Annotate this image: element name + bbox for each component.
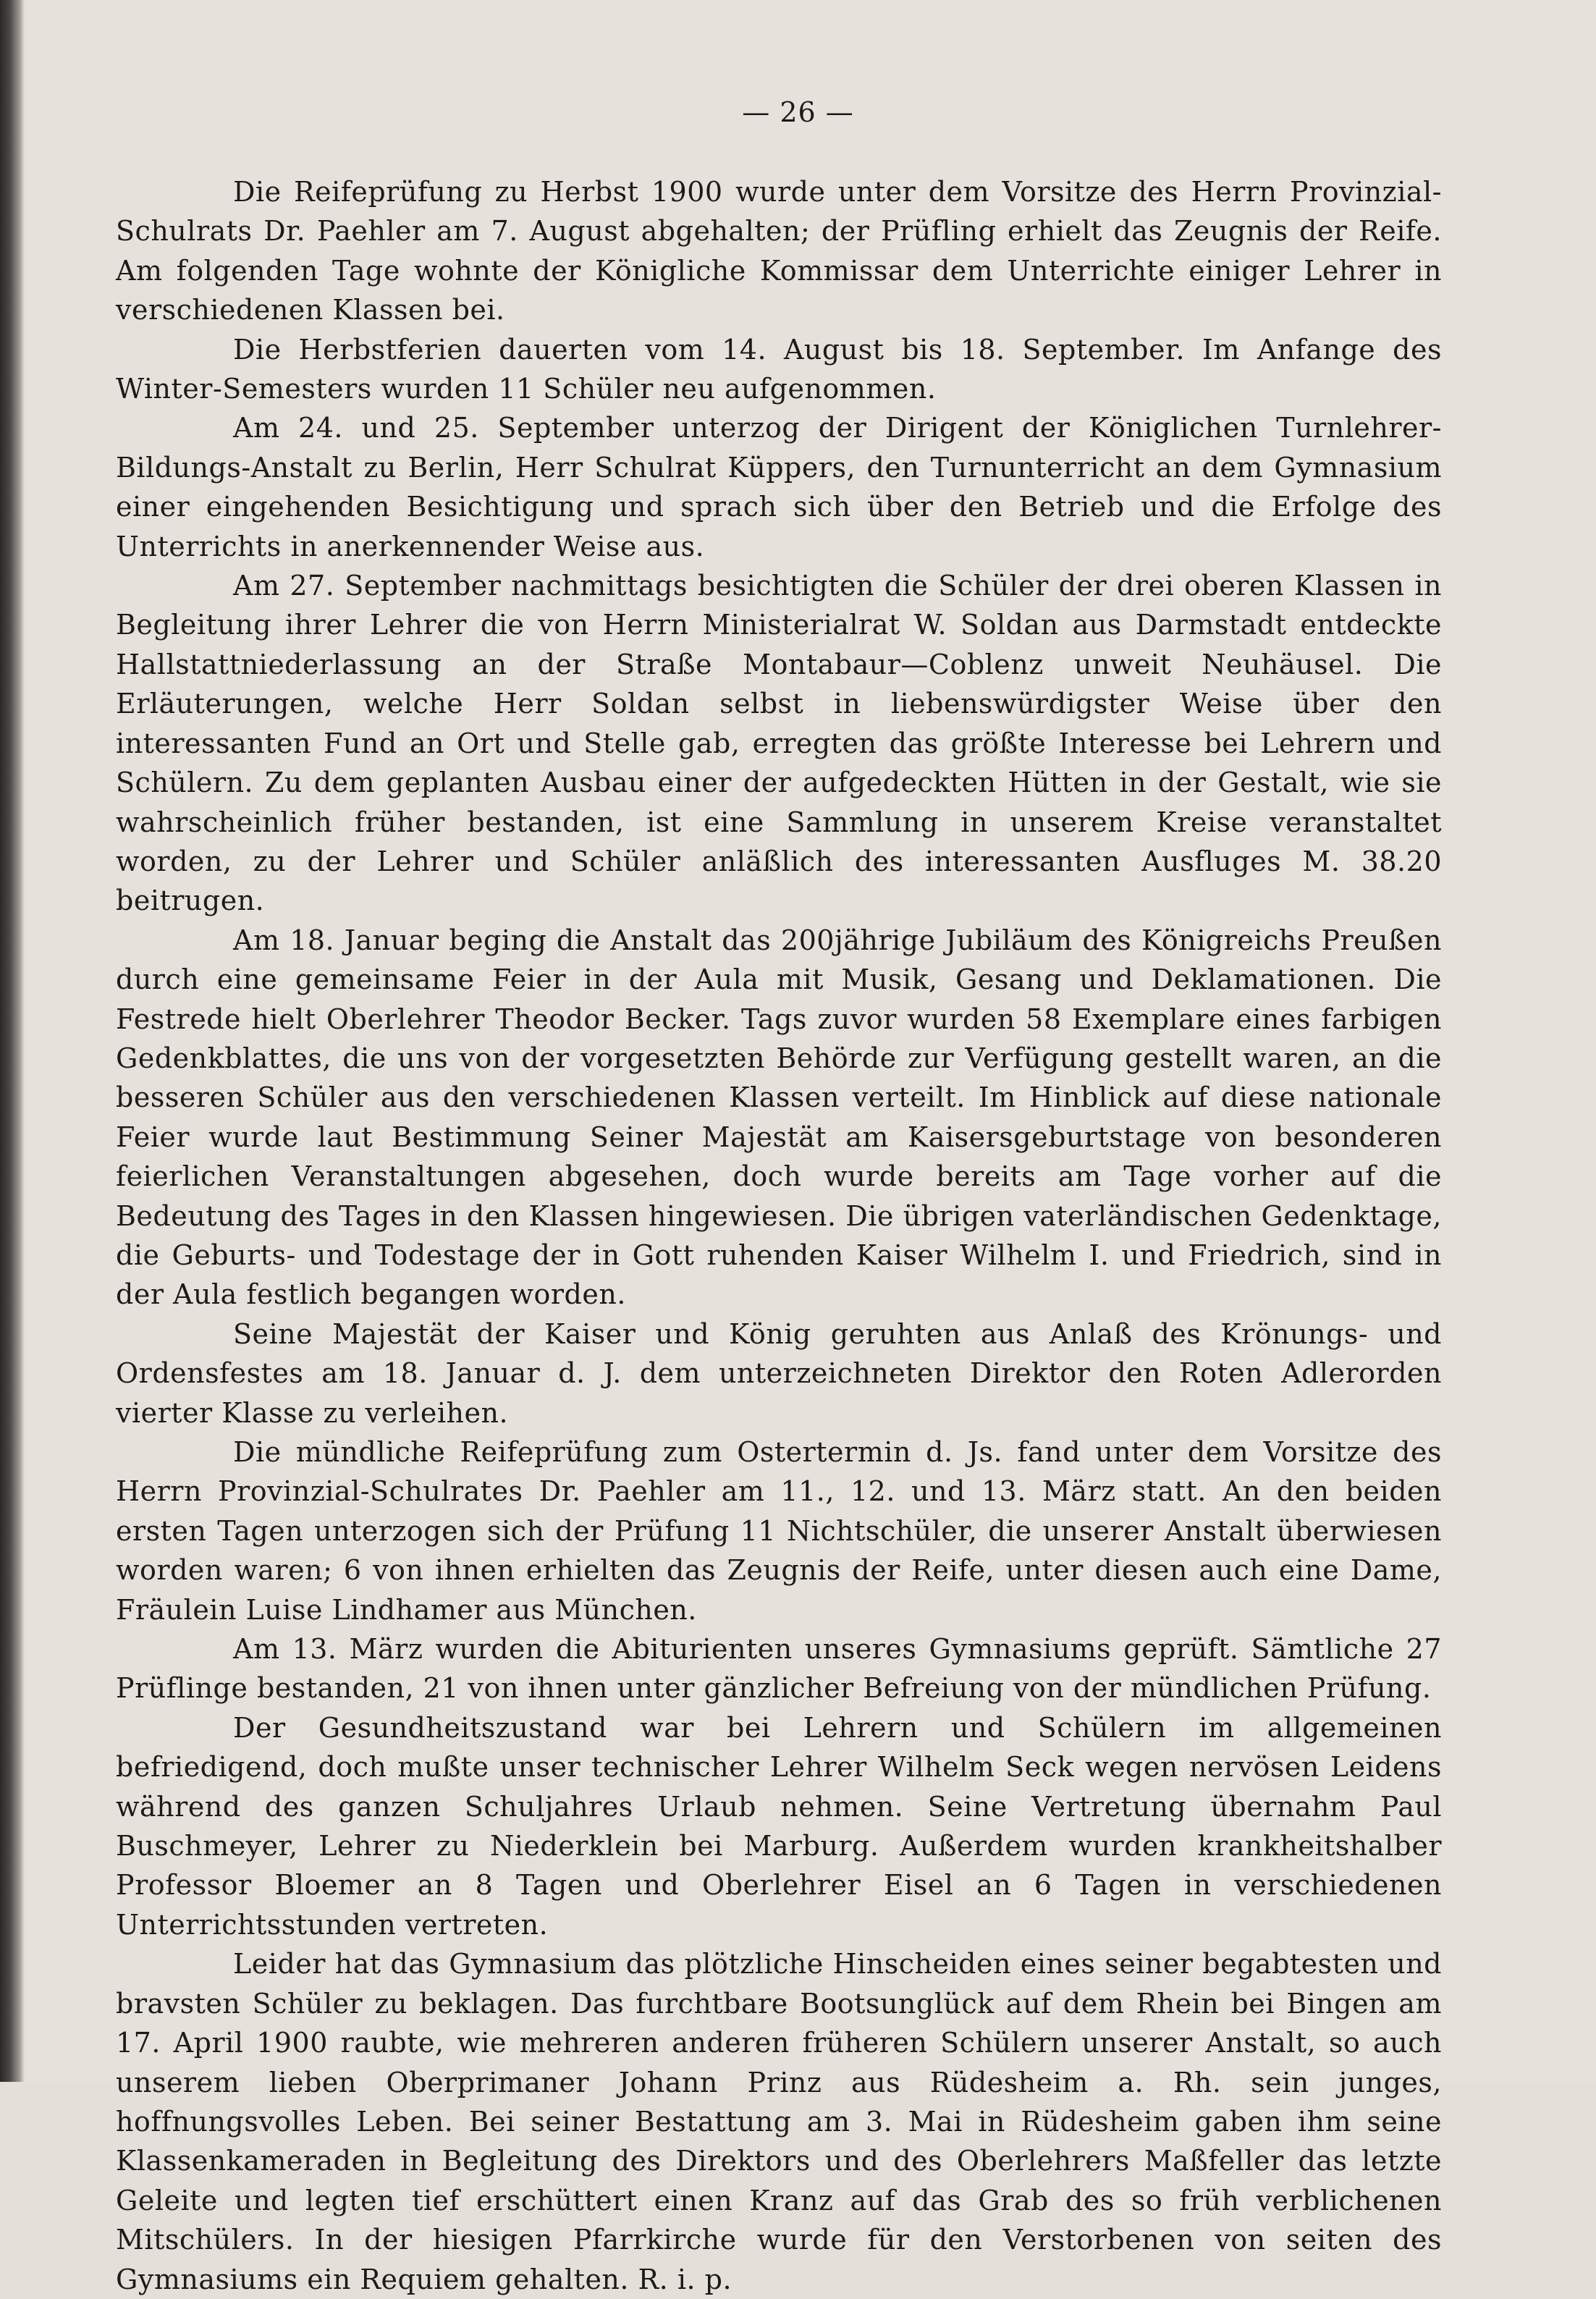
paragraph-adlerorden: Seine Majestät der Kaiser und König geruhten aus Anlaß des Krönungs- und Ordensfestes am 18. Januar d. J. dem unterzeichneten Direktor den Roten Adlerorden vierter Klasse zu verleihen. xyxy=(116,1317,1442,1429)
paragraph-abiturienten: Am 13. März wurden die Abiturienten unseres Gymnasiums geprüft. Sämtliche 27 Prüflinge bestanden, 21 von ihnen unter gänzlicher Befreiung von der mündlichen Prüfung. xyxy=(116,1633,1442,1705)
paragraph-gesundheitszustand: Der Gesundheitszustand war bei Lehrern und Schülern im allgemeinen befriedigend, doch mußte unser technischer Lehrer Wilhelm Seck wegen nervösen Leidens während des ganzen Schuljahres Urlaub nehmen. Seine Vertretung übernahm Paul Buschmeyer, Lehrer zu Niederklein bei Marburg. Außerdem wurden krankheitshalber Professor Bloemer an 8 Tagen und Oberlehrer Eisel an 6 Tagen in verschiedenen Unterrichtsstunden vertreten. xyxy=(116,1711,1442,1941)
paragraph-reifepruefung-herbst: Die Reifeprüfung zu Herbst 1900 wurde unter dem Vorsitze des Herrn Provinzial-Schulrats Dr. Paehler am 7. August abgehalten; der Prüfling erhielt das Zeugnis der Reife. Am folgenden Tage wohnte der Königliche Kommissar dem Unterrichte einiger Lehrer in verschiedenen Klassen bei. xyxy=(116,176,1442,326)
paragraph-hallstattniederlassung: Am 27. September nachmittags besichtigten die Schüler der drei oberen Klassen in Begleitung ihrer Lehrer die von Herrn Ministerialrat W. Soldan aus Darmstadt entdeckte Hallstattniederlassung an der Straße Montabaur—Coblenz unweit Neuhäusel. Die Erläuterungen, welche Herr Soldan selbst in liebenswürdigster Weise über den interessanten Fund an Ort und Stelle gab, erregten das größte Interesse bei Lehrern und Schülern. Zu dem geplanten Ausbau einer der aufgedeckten Hütten in der Gestalt, wie sie wahrscheinlich früher bestanden, ist eine Sammlung in unserem Kreise veranstaltet worden, zu der Lehrer und Schüler anläßlich des interessanten Ausfluges M. 38.20 beitrugen. xyxy=(116,570,1442,917)
book-gutter-shadow xyxy=(0,0,25,2082)
paragraph-reifepruefung-ostern: Die mündliche Reifeprüfung zum Ostertermin d. Js. fand unter dem Vorsitze des Herrn Provinzial-Schulrates Dr. Paehler am 11., 12. und 13. März statt. An den beiden ersten Tagen unterzogen sich der Prüfung 11 Nichtschüler, die unserer Anstalt überwiesen worden waren; 6 von ihnen erhielten das Zeugnis der Reife, unter diesen auch eine Dame, Fräulein Luise Lindhamer aus München. xyxy=(116,1436,1442,1626)
body-text xyxy=(116,172,1442,2299)
paragraph-jubilaeum-preussen: Am 18. Januar beging die Anstalt das 200jährige Jubiläum des Königreichs Preußen durch eine gemeinsame Feier in der Aula mit Musik, Gesang und Deklamationen. Die Festrede hielt Oberlehrer Theodor Becker. Tags zuvor wurden 58 Exemplare eines farbigen Gedenkblattes, die uns von der vorgesetzten Behörde zur Verfügung gestellt waren, an die besseren Schüler aus den verschiedenen Klassen verteilt. Im Hinblick auf diese nationale Feier wurde laut Bestimmung Seiner Majestät am Kaisersgeburtstage von besonderen feierlichen Veranstaltungen abgesehen, doch wurde bereits am Tage vorher auf die Bedeutung des Tages in den Klassen hingewiesen. Die übrigen vaterländischen Gedenktage, die Geburts- und Todestage der in Gott ruhenden Kaiser Wilhelm I. und Friedrich, sind in der Aula festlich begangen worden. xyxy=(116,924,1442,1311)
paragraph-turnunterricht: Am 24. und 25. September unterzog der Dirigent der Königlichen Turnlehrer-Bildungs-Anstalt zu Berlin, Herr Schulrat Küppers, den Turnunterricht an dem Gymnasium einer eingehenden Besichtigung und sprach sich über den Betrieb und die Erfolge des Unterrichts in anerkennender Weise aus. xyxy=(116,412,1442,562)
paragraph-nachruf: Leider hat das Gymnasium das plötzliche Hinscheiden eines seiner begabtesten und bravsten Schüler zu beklagen. Das furchtbare Bootsunglück auf dem Rhein bei Bingen am 17. April 1900 raubte, wie mehreren anderen früheren Schülern unserer Anstalt, so auch unserem lieben Oberprimaner Johann Prinz aus Rüdesheim a. Rh. sein junges, hoffnungsvolles Leben. Bei seiner Bestattung am 3. Mai in Rüdesheim gaben ihm seine Klassenkameraden in Begleitung des Direktors und des Oberlehrers Maßfeller das letzte Geleite und legten tief erschüttert einen Kranz auf das Grab des so früh verblichenen Mitschülers. In der hiesigen Pfarrkirche wurde für den Verstorbenen von seiten des Gymnasiums ein Requiem gehalten. R. i. p. xyxy=(116,1948,1442,2295)
paragraph-herbstferien: Die Herbstferien dauerten vom 14. August bis 18. September. Im Anfange des Winter-Semesters wurden 11 Schüler neu aufgenommen. xyxy=(116,333,1442,405)
page-number: — 26 — xyxy=(742,96,854,128)
